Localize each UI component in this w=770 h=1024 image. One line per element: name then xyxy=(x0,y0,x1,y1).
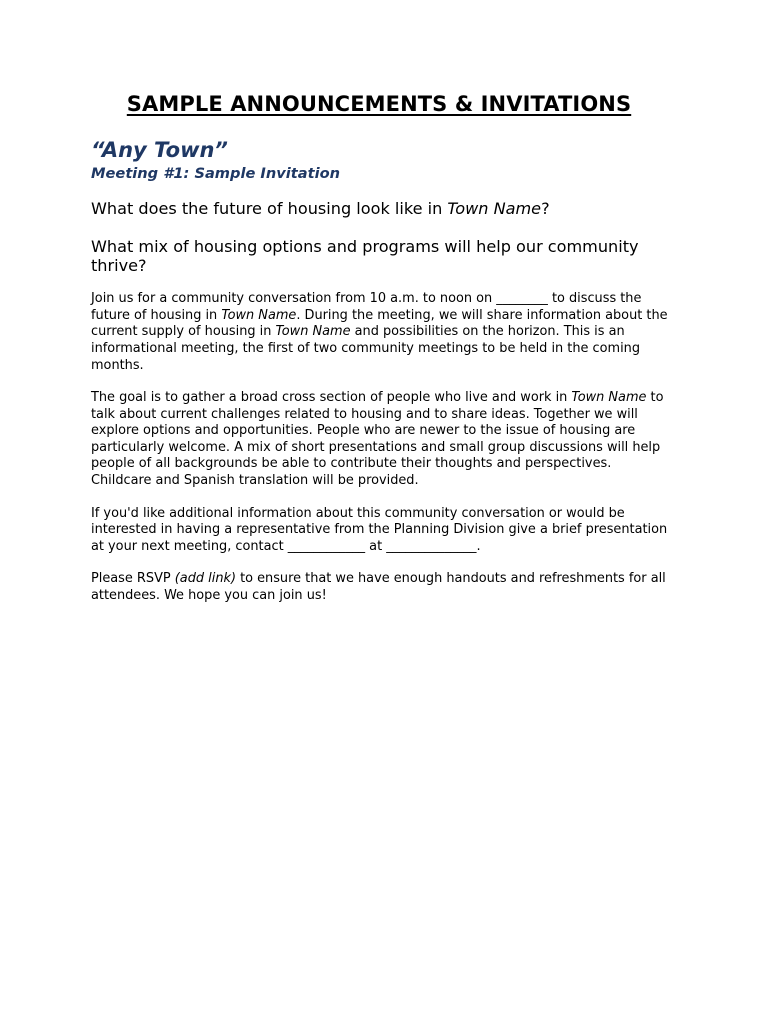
town-name-placeholder: Town Name xyxy=(221,307,297,323)
town-name-placeholder: Town Name xyxy=(447,199,542,219)
paragraph-text: and possibilities on the horizon. This is an informational meeting, the first of two community meetings to be held in the coming months. xyxy=(91,324,641,373)
document-title: SAMPLE ANNOUNCEMENTS & INVITATIONS xyxy=(126,92,632,116)
goal-paragraph xyxy=(91,390,671,490)
paragraph-text: to talk about current challenges related to housing and to share ideas. Together we will explore options and opportunities. People who are newer to the issue of housing are particularly welcome. A mix of short presentations and small group discussions will help people of all backgrounds be able to contribute their thoughts and perspectives. Childcare and Spanish translation will be provided. xyxy=(91,390,664,489)
rsvp-paragraph xyxy=(91,571,671,604)
invitation-paragraph xyxy=(91,291,671,374)
town-name-placeholder: Town Name xyxy=(571,390,647,406)
paragraph-text: Join us for a community conversation from 10 a.m. to noon on ________ to discuss the future of housing in xyxy=(91,291,642,323)
question-text: What does the future of housing look like in xyxy=(91,199,448,219)
question-mark: ? xyxy=(541,199,550,219)
document-page xyxy=(91,92,671,605)
paragraph-text: . During the meeting, we will share information about the current supply of housing in xyxy=(91,307,668,340)
paragraph-text: The goal is to gather a broad cross section of people who live and work in xyxy=(91,390,572,406)
paragraph-text: to ensure that we have enough handouts and refreshments for all attendees. We hope you can join us! xyxy=(91,571,666,604)
paragraph-text: Please RSVP xyxy=(91,571,175,587)
question-future-housing xyxy=(91,199,671,218)
meeting-heading: Meeting #1: Sample Invitation xyxy=(91,165,340,183)
town-name-placeholder: Town Name xyxy=(275,324,351,340)
contact-paragraph: If you'd like additional information about this community conversation or would be interested in having a representative from the Planning Division give a brief presentation at your next meeting, contact ____________ at ______________. xyxy=(91,505,668,554)
town-heading: “Any Town” xyxy=(91,138,228,162)
rsvp-link-placeholder: (add link) xyxy=(174,571,236,587)
question-housing-mix: What mix of housing options and programs will help our community thrive? xyxy=(91,237,639,276)
